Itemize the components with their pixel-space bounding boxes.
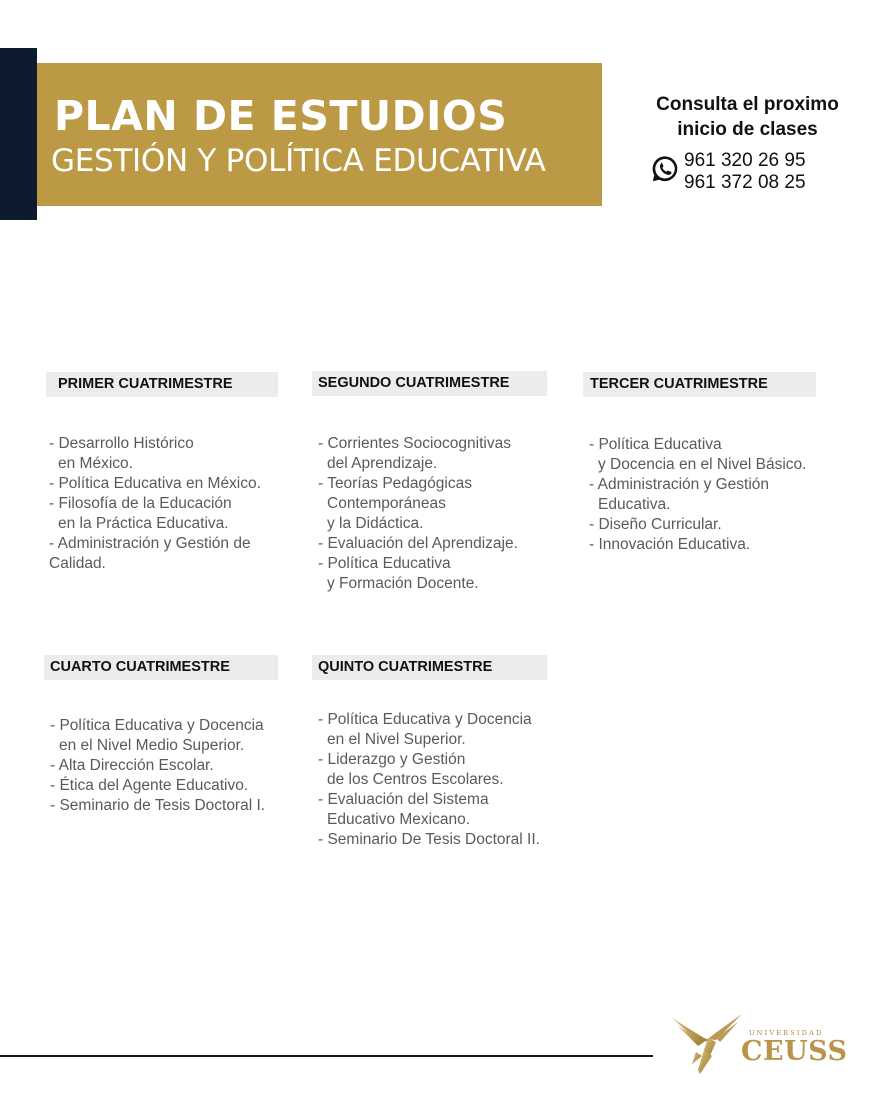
subject-item: - Corrientes Sociocognitivas del Aprendizaje. <box>318 435 511 472</box>
semester-subjects-2 <box>318 434 518 594</box>
page-subtitle: GESTIÓN Y POLÍTICA EDUCATIVA <box>51 143 546 179</box>
contact-block <box>630 92 865 196</box>
subject-item: - Diseño Curricular. <box>589 516 722 533</box>
subject-item: - Ética del Agente Educativo. <box>50 777 249 794</box>
semester-subjects-5 <box>318 710 540 850</box>
subject-item: - Filosofía de la Educación en la Práctica Educativa. <box>49 495 232 532</box>
subject-item: - Seminario De Tesis Doctoral II. <box>318 831 540 848</box>
phone-number-1[interactable]: 961 320 26 95 <box>684 150 806 171</box>
phone-list <box>630 150 865 196</box>
subject-item: - Política Educativa en México. <box>49 475 261 492</box>
subject-item: - Evaluación del Aprendizaje. <box>318 535 518 552</box>
brand-label-small: UNIVERSIDAD <box>749 1029 824 1037</box>
footer-divider <box>0 1055 653 1057</box>
ceuss-eagle-logo <box>670 1012 745 1076</box>
brand-name: CEUSS <box>741 1036 848 1067</box>
subject-item: - Política Educativa y Docencia en el Nivel Básico. <box>589 436 807 473</box>
subject-item: - Administración y Gestión de Calidad. <box>49 535 251 572</box>
subject-item: - Política Educativa y Docencia en el Nivel Superior. <box>318 711 532 748</box>
semester-subjects-4 <box>50 716 265 816</box>
whatsapp-icon <box>650 154 680 184</box>
subject-item: - Alta Dirección Escolar. <box>50 757 214 774</box>
semester-subjects-1 <box>49 434 261 574</box>
semester-subjects-3 <box>589 435 807 555</box>
subject-item: - Política Educativa y Formación Docente. <box>318 555 479 592</box>
consult-text <box>630 92 865 142</box>
semester-heading-5: QUINTO CUATRIMESTRE <box>312 655 547 680</box>
subject-item: - Teorías Pedagógicas Contemporáneas y la Didáctica. <box>318 475 472 532</box>
semester-heading-1: PRIMER CUATRIMESTRE <box>46 372 278 397</box>
subject-item: - Evaluación del Sistema Educativo Mexicano. <box>318 791 489 828</box>
subject-item: - Administración y Gestión Educativa. <box>589 476 770 513</box>
page-title: PLAN DE ESTUDIOS <box>54 92 508 140</box>
consult-line-1: Consulta el proximo <box>656 94 839 115</box>
consult-line-2: inicio de clases <box>677 119 818 140</box>
semester-heading-4: CUARTO CUATRIMESTRE <box>44 655 278 680</box>
subject-item: - Liderazgo y Gestión de los Centros Escolares. <box>318 751 504 788</box>
semester-heading-3: TERCER CUATRIMESTRE <box>583 372 816 397</box>
subject-item: - Política Educativa y Docencia en el Nivel Medio Superior. <box>50 717 264 754</box>
subject-item: - Desarrollo Histórico en México. <box>49 435 194 472</box>
navy-accent-bar <box>0 48 37 220</box>
phone-number-2[interactable]: 961 372 08 25 <box>684 172 806 193</box>
semester-heading-2: SEGUNDO CUATRIMESTRE <box>312 371 547 396</box>
subject-item: - Innovación Educativa. <box>589 536 751 553</box>
subject-item: - Seminario de Tesis Doctoral I. <box>50 797 266 814</box>
